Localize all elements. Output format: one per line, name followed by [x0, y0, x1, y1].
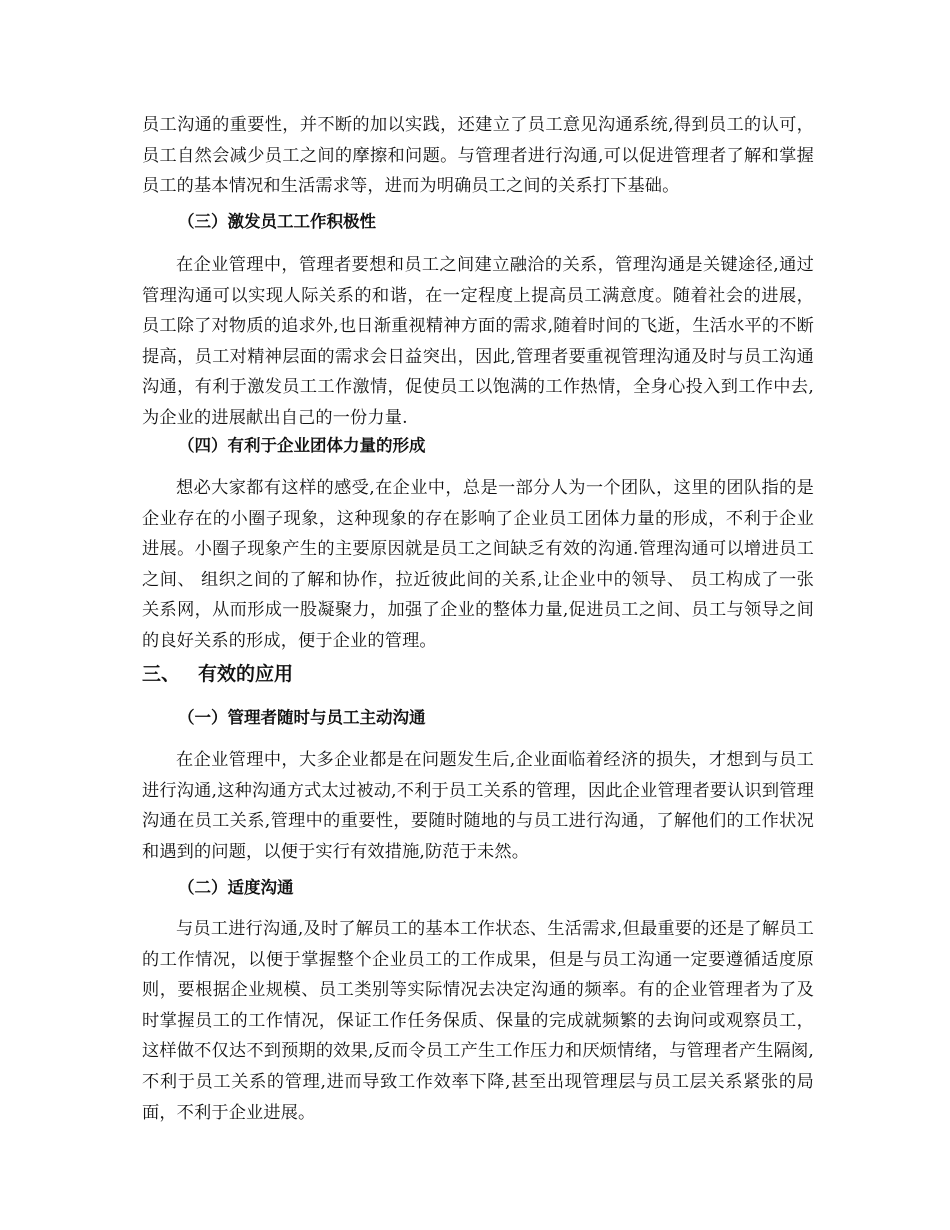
paragraph-proactive-communication: 在企业管理中，大多企业都是在问题发生后,企业面临着经济的损失，才想到与员工进行沟通,这种沟通方式太过被动,不利于员工关系的管理，因此企业管理者要认识到管理沟通在员工关系,管理中的重要性，要随时随地的与员工进行沟通，了解他们的工作状况和遇到的问题，以便于实行有效措施,防范于未然。: [142, 750, 814, 862]
subheading-proactive-communication: （一）管理者随时与员工主动沟通: [178, 708, 426, 727]
paragraph-moderate-communication: 与员工进行沟通,及时了解员工的基本工作状态、生活需求,但最重要的还是了解员工的工作情况，以便于掌握整个企业员工的工作成果，但是与员工沟通一定要遵循适度原则，要根据企业规模、员工类别等实际情况去决定沟通的频率。有的企业管理者为了及时掌握员工的工作情况，保证工作任务保质、保量的完成就频繁的去询问或观察员工，这样做不仅达不到预期的效果,反而令员工产生工作压力和厌烦情绪，与管理者产生隔阂,不利于员工关系的管理,进而导致工作效率下降,甚至出现管理层与员工层关系紧张的局面，不利于企业进展。: [142, 919, 814, 1123]
section-heading-application: [142, 661, 293, 687]
section-number: 三、: [142, 663, 181, 685]
section-title: 有效的应用: [198, 663, 294, 685]
paragraph-intro-continued: 员工沟通的重要性，并不断的加以实践，还建立了员工意见沟通系统,得到员工的认可，员工自然会减少员工之间的摩擦和问题。与管理者进行沟通,可以促进管理者了解和掌握员工的基本情况和生活需求等，进而为明确员工之间的关系打下基础。: [142, 115, 814, 197]
subheading-motivate-employees: （三）激发员工工作积极性: [178, 212, 376, 231]
subheading-moderate-communication: （二）适度沟通: [178, 878, 294, 897]
paragraph-motivate-employees: 在企业管理中，管理者要想和员工之间建立融洽的关系，管理沟通是关键途径,通过管理沟通可以实现人际关系的和谐，在一定程度上提高员工满意度。随着社会的进展，员工除了对物质的追求外,也日渐重视精神方面的需求,随着时间的飞逝，生活水平的不断提高，员工对精神层面的需求会日益突出，因此,管理者要重视管理沟通及时与员工沟通沟通，有利于激发员工工作激情，促使员工以饱满的工作热情，全身心投入到工作中去,为企业的进展献出自己的一份力量.: [142, 255, 814, 428]
subheading-team-strength: （四）有利于企业团体力量的形成: [178, 436, 426, 455]
paragraph-team-strength: 想必大家都有这样的感受,在企业中，总是一部分人为一个团队，这里的团队指的是企业存在的小圈子现象，这种现象的存在影响了企业员工团体力量的形成，不利于企业进展。小圈子现象产生的主要原因就是员工之间缺乏有效的沟通.管理沟通可以增进员工之间、 组织之间的了解和协作，拉近彼此间的关系,让企业中的领导、 员工构成了一张关系网，从而形成一股凝聚力，加强了企业的整体力量,促进员工之间、员工与领导之间的良好关系的形成，便于企业的管理。: [142, 478, 814, 651]
